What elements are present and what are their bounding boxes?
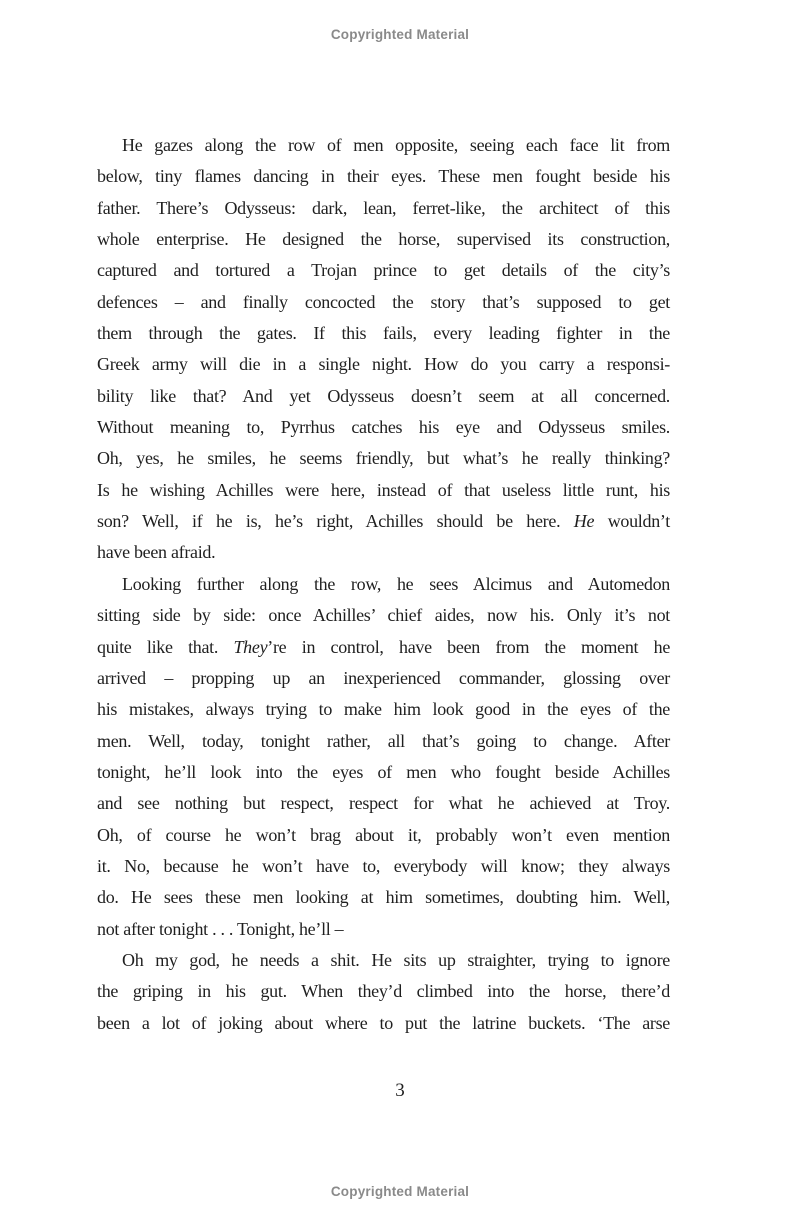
text-line: quite like that. They’re in control, have been from the moment he	[97, 636, 671, 657]
text-line: Is he wishing Achilles were here, instead of that useless little runt, his	[97, 479, 670, 500]
text-line: them through the gates. If this fails, every leading fighter in the	[97, 323, 670, 344]
text-line: not after tonight . . . Tonight, he’ll –	[97, 918, 344, 939]
page-text	[97, 130, 670, 1039]
text-line: the griping in his gut. When they’d climbed into the horse, there’d	[97, 981, 670, 1002]
text-line: his mistakes, always trying to make him look good in the eyes of the	[97, 699, 670, 720]
text-line: father. There’s Odysseus: dark, lean, ferret-like, the architect of this	[97, 197, 670, 218]
text-line: Greek army will die in a single night. How do you carry a responsi-	[97, 354, 670, 375]
text-line: Looking further along the row, he sees Alcimus and Automedon	[122, 573, 670, 594]
page-number: 3	[395, 1080, 405, 1101]
text-line: tonight, he’ll look into the eyes of men who fought beside Achilles	[97, 761, 670, 782]
text-line: arrived – propping up an inexperienced commander, glossing over	[97, 667, 670, 688]
text-line: below, tiny flames dancing in their eyes. These men fought beside his	[97, 166, 670, 187]
text-line: been a lot of joking about where to put the latrine buckets. ‘The arse	[97, 1012, 670, 1033]
text-line: men. Well, today, tonight rather, all that’s going to change. After	[97, 730, 670, 751]
text-line: Without meaning to, Pyrrhus catches his eye and Odysseus smiles.	[97, 417, 670, 438]
text-line: Oh, of course he won’t brag about it, probably won’t even mention	[97, 824, 670, 845]
text-line: He gazes along the row of men opposite, seeing each face lit from	[122, 135, 670, 155]
text-line: sitting side by side: once Achilles’ chief aides, now his. Only it’s not	[97, 605, 670, 626]
text-line: Oh my god, he needs a shit. He sits up straighter, trying to ignore	[122, 949, 670, 970]
text-line: Oh, yes, he smiles, he seems friendly, but what’s he really thinking?	[97, 448, 670, 469]
text-line: do. He sees these men looking at him sometimes, doubting him. Well,	[97, 887, 670, 908]
text-line: and see nothing but respect, respect for what he achieved at Troy.	[97, 793, 670, 814]
copyright-notice-bottom: Copyrighted Material	[330, 1184, 470, 1199]
text-line: defences – and finally concocted the story that’s supposed to get	[97, 291, 670, 312]
copyright-notice-top: Copyrighted Material	[330, 27, 470, 42]
text-line: captured and tortured a Trojan prince to get details of the city’s	[97, 260, 670, 281]
text-line: bility like that? And yet Odysseus doesn’t seem at all concerned.	[97, 385, 670, 406]
text-line: have been afraid.	[97, 542, 216, 563]
text-line: son? Well, if he is, he’s right, Achilles should be here. He wouldn’t	[97, 511, 670, 532]
text-line: whole enterprise. He designed the horse, supervised its construction,	[97, 229, 670, 250]
text-line: it. No, because he won’t have to, everybody will know; they always	[97, 855, 670, 876]
